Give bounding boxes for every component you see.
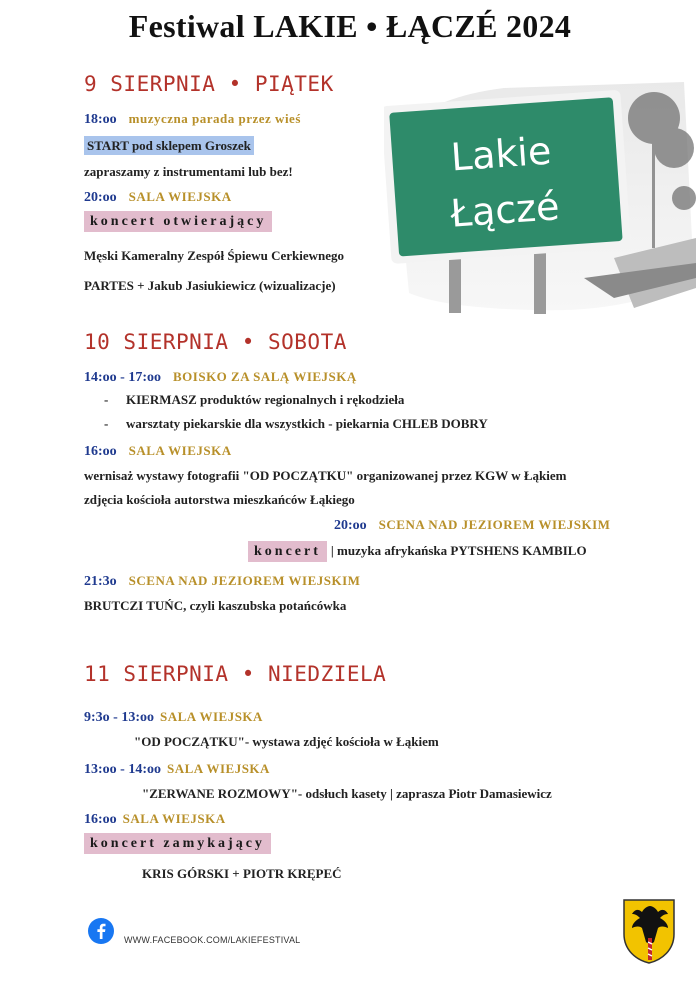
- sign-line-2: Łączé: [449, 184, 561, 236]
- day2-e3-place: SCENA NAD JEZIOREM WIEJSKIM: [378, 517, 611, 532]
- day1-e1-desc: muzyczna parada przez wieś: [128, 111, 301, 126]
- road-sign-image: [384, 78, 696, 316]
- day1-heading: 9 SIERPNIA • PIĄTEK: [84, 72, 334, 96]
- closing-concert-label: koncert zamykający: [84, 833, 271, 854]
- day2-e4-time: 21:3o: [84, 574, 117, 589]
- day1-e1-invite: zapraszamy z instrumentami lub bez!: [84, 164, 293, 179]
- day2-e3-line: [248, 542, 587, 560]
- opening-concert-label: koncert otwierający: [84, 211, 272, 232]
- day2-e1-bullet2: - warsztaty piekarskie dla wszystkich - piekarnia CHLEB DOBRY: [104, 416, 488, 431]
- day3-e3-time: 16:oo: [84, 812, 117, 827]
- day2-e2-line1: wernisaż wystawy fotografii "OD POCZĄTKU" organizowanej przez KGW w Łąkiem: [84, 468, 567, 483]
- day2-e3-desc: | muzyka afrykańska PYTSHENS KAMBILO: [330, 543, 587, 558]
- coat-of-arms-icon: [622, 898, 676, 964]
- day3-e1-place: SALA WIEJSKA: [160, 709, 263, 724]
- festival-title: Festiwal LAKIE • ŁĄCZÉ 2024: [128, 8, 572, 44]
- day1-e1-start: [84, 138, 254, 154]
- day2-e2-line2: zdjęcia kościoła autorstwa mieszkańców Łąkiego: [84, 492, 355, 507]
- day3-e3-label: [84, 834, 271, 852]
- concert-label: koncert: [248, 541, 327, 562]
- day1-e2-line2: PARTES + Jakub Jasiukiewicz (wizualizacje): [84, 278, 336, 293]
- day3-e3-desc: KRIS GÓRSKI + PIOTR KRĘPEĆ: [142, 866, 342, 881]
- day3-e3-place: SALA WIEJSKA: [122, 811, 226, 826]
- start-highlight: START pod sklepem Groszek: [84, 136, 254, 155]
- facebook-url-link[interactable]: WWW.FACEBOOK.COM/LAKIEFESTIVAL: [124, 935, 301, 945]
- day1-e1-time: 18:oo: [84, 112, 117, 127]
- day1-event1: [84, 110, 301, 128]
- day1-e2-time: 20:oo: [84, 190, 117, 205]
- day2-event1: [84, 368, 357, 386]
- day2-e1-bullet1: - KIERMASZ produktów regionalnych i rękodzieła: [104, 392, 405, 407]
- day1-e2-line1: Męski Kameralny Zespół Śpiewu Cerkiewnego: [84, 248, 344, 263]
- day2-e4-place: SCENA NAD JEZIOREM WIEJSKIM: [128, 573, 361, 588]
- day1-e2-place: SALA WIEJSKA: [128, 189, 232, 204]
- day2-e2-place: SALA WIEJSKA: [128, 443, 232, 458]
- day1-event2: [84, 188, 232, 206]
- day2-e3-time: 20:oo: [334, 518, 367, 533]
- day2-heading: 10 SIERPNIA • SOBOTA: [84, 330, 347, 354]
- day3-e2-place: SALA WIEJSKA: [167, 761, 270, 776]
- day3-event3: [84, 810, 226, 828]
- day3-event2: [84, 760, 270, 778]
- day2-event3: [334, 516, 610, 534]
- day3-e1-time: 9:3o - 13:oo: [84, 710, 154, 725]
- day3-event1: [84, 708, 263, 726]
- day2-event4: [84, 572, 360, 590]
- day3-e1-desc: "OD POCZĄTKU"- wystawa zdjęć kościoła w Łąkiem: [134, 734, 439, 749]
- facebook-icon[interactable]: [88, 918, 114, 944]
- day3-e2-time: 13:oo - 14:oo: [84, 762, 161, 777]
- day2-event2: [84, 442, 232, 460]
- day3-e2-desc: "ZERWANE ROZMOWY"- odsłuch kasety | zaprasza Piotr Damasiewicz: [142, 786, 552, 801]
- day3-heading: 11 SIERPNIA • NIEDZIELA: [84, 662, 387, 686]
- day2-e1-time: 14:oo - 17:oo: [84, 370, 161, 385]
- day2-e4-desc: BRUTCZI TUŃC, czyli kaszubska potańcówka: [84, 598, 347, 613]
- day2-e2-time: 16:oo: [84, 444, 117, 459]
- day2-e1-place: BOISKO ZA SALĄ WIEJSKĄ: [173, 369, 357, 384]
- sign-line-1: Lakie: [449, 128, 553, 180]
- day1-e2-label: [84, 212, 272, 230]
